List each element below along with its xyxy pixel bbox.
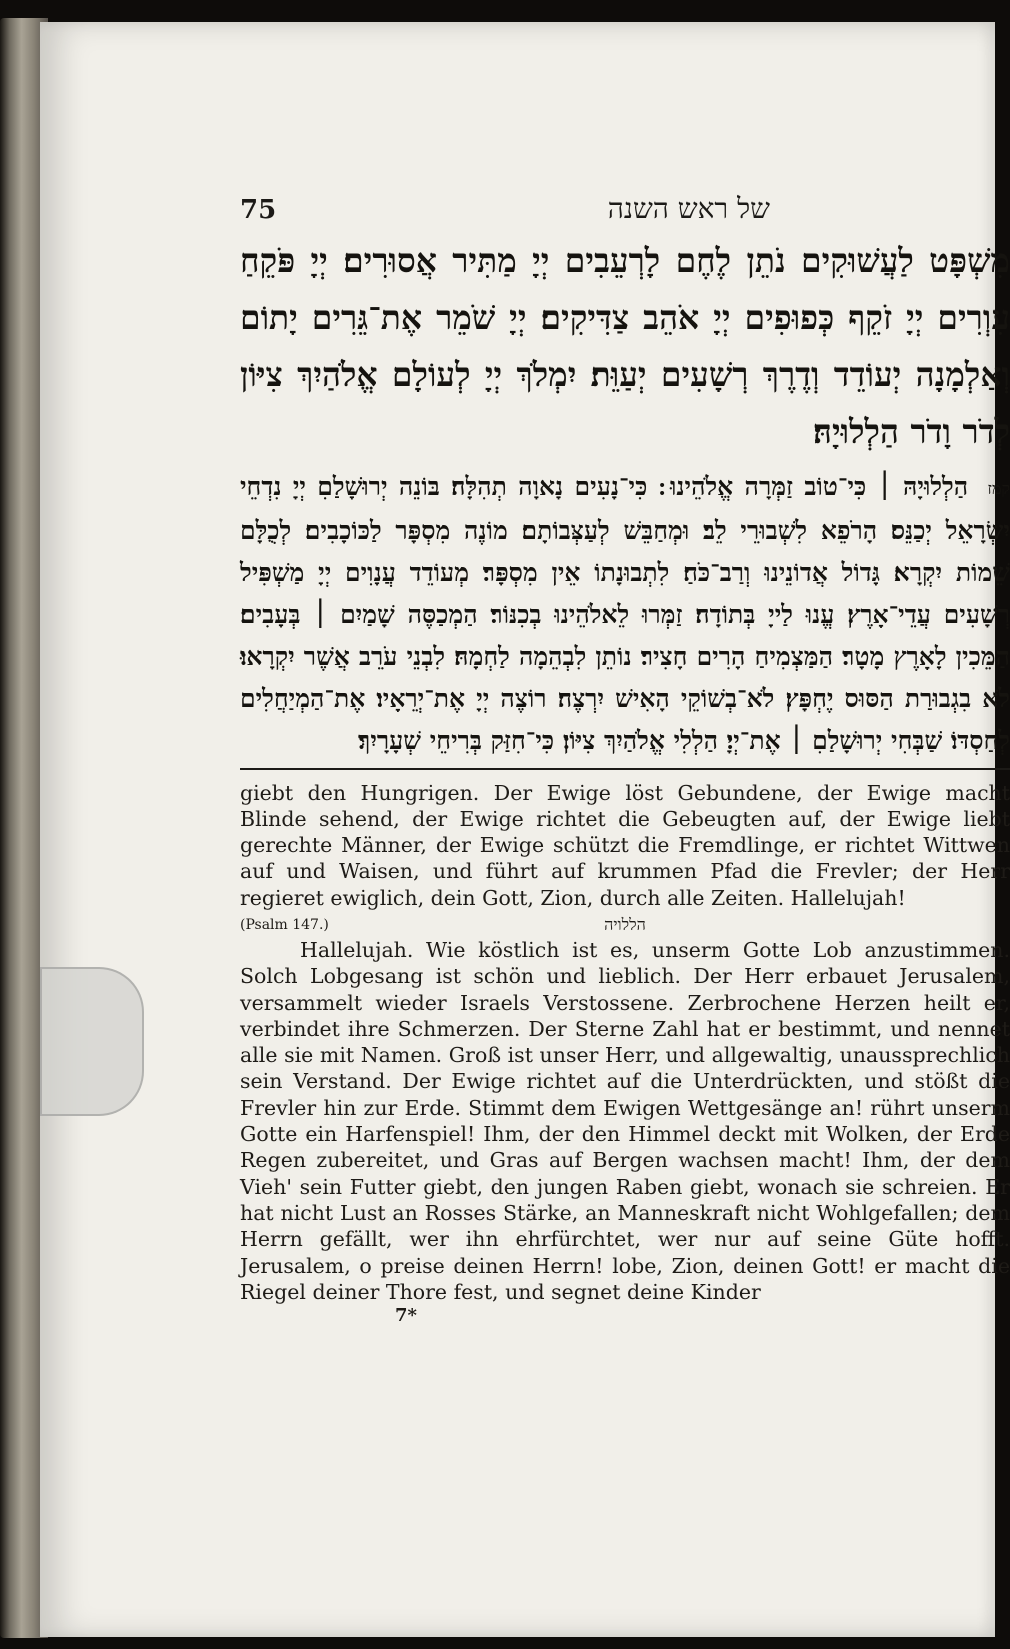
hebrew-text-top: מִשְׁפָּט לַעֲשׁוּקִים נֹתֵן לֶחֶם לָרְעֵבִים יְיָ מַתִּיר אֲסוּרִים׃ יְיָ פֹּקֵחַ עִוְרִים יְיָ זֹקֵף כְּפוּפִים יְיָ אֹהֵב צַדִּיקִים׃ יְיָ שֹׁמֵר אֶת־גֵּרִים יָתוֹם וְאַלְמָנָה יְעוֹדֵד וְדֶרֶךְ רְשָׁעִים יְעַוֵּת׃ יִמְלֹךְ יְיָ לְעוֹלָם אֱלֹהַיִךְ צִיּוֹן לְדֹר וָדֹר הַלְלוּיָהּ׃ xyxy=(240,241,1010,451)
psalm-heading: הללויה xyxy=(604,914,646,934)
page-number: 75 xyxy=(240,195,277,225)
section-divider xyxy=(240,768,1010,770)
psalm-marker: קמז xyxy=(987,478,1010,498)
page-clip xyxy=(40,967,144,1116)
german-text-top: giebt den Hungrigen. Der Ewige löst Gebundene, der Ewige macht Blinde sehend, der Ewige richtet die Gebeugten auf, der Ewige liebt gerechte Männer, der Ewige schützt die Fremdlinge, er richtet Wittwen auf und Waisen, und führt auf krummen Pfad die Frevler; der Herr regieret ewiglich, dein Gott, Zion, durch alle Zeiten. Hallelujah! xyxy=(240,780,1010,910)
psalm-reference-row xyxy=(240,913,1010,937)
page-header xyxy=(240,192,1010,232)
hebrew-psalm-text: הַלְלוּיָהּ ׀ כִּי־טוֹב זַמְּרָה אֱלֹהֵינוּ ׃ כִּי־נָעִים נָאוָה תְהִלָּה׃ בּוֹנֵה יְרוּשָׁלַםִ יְיָ נִדְחֵי יִשְׂרָאֵל יְכַנֵּס׃ הָרֹפֵא לִשְׁבוּרֵי לֵב׃ וּמְחַבֵּשׁ לְעַצְּבוֹתָם׃ מוֹנֶה מִסְפָּר לַכּוֹכָבִים׃ לְכֻלָּם שֵׁמוֹת יִקְרָא׃ גָּדוֹל אֲדוֹנֵינוּ וְרַב־כֹּחַ׃ לִתְבוּנָתוֹ אֵין מִסְפָּר׃ מְעוֹדֵד עֲנָוִים יְיָ מַשְׁפִּיל רְשָׁעִים עֲדֵי־אָרֶץ׃ עֱנוּ לַייָ בְּתוֹדָה׃ זַמְּרוּ לֵאלֹהֵינוּ בְכִנּוֹר׃ הַמְכַסֶּה שָׁמַיִם ׀ בְּעָבִים׃ הַמֵּכִין לָאָרֶץ מָטָר׃ הַמַּצְמִיחַ הָרִים חָצִיר׃ נוֹתֵן לִבְהֵמָה לַחְמָהּ׃ לִבְנֵי עֹרֵב אֲשֶׁר יִקְרָאוּ׃ לֹא בִגְבוּרַת הַסּוּס יֶחְפָּץ׃ לֹא־בְשׁוֹקֵי הָאִישׁ יִרְצֶה׃ רוֹצֶה יְיָ אֶת־יְרֵאָיו׃ אֶת־הַמְיַחֲלִים לְחַסְדּוֹ׃ שַׁבְּחִי יְרוּשָׁלַםִ ׀ אֶת־יְיָ׃ הַלְלִי אֱלֹהַיִךְ צִיּוֹן׃ כִּי־חִזַּק בְּרִיחֵי שְׁעָרָיִךְ׃ xyxy=(240,472,1010,755)
psalm-reference: (Psalm 147.) xyxy=(240,916,329,933)
page-content xyxy=(240,192,1010,1326)
running-title: של ראש השנה xyxy=(607,192,770,225)
signature-mark: 7* xyxy=(395,1305,417,1327)
german-translation: Hallelujah. Wie köstlich ist es, unserm Gotte Lob anzustimmen. Solch Lobgesang ist schön und lieblich. Der Herr erbauet Jerusalem, versammelt wieder Israels Verstossene. Zerbrochene Herzen heilt er, verbindet ihre Schmerzen. Der Sterne Zahl hat er bestimmt, und nennet alle sie mit Namen. Groß ist unser Herr, und allgewaltig, unaussprechlich sein Verstand. Der Ewige richtet auf die Unterdrückten, und stößt die Frevler hin zur Erde. Stimmt dem Ewigen Wettgesänge an! rührt unserm Gotte ein Harfenspiel! Ihm, der den Himmel deckt mit Wolken, der Erde Regen zubereitet, und Gras auf Bergen wachsen macht! Ihm, der dem Vieh' sein Futter giebt, den jungen Raben giebt, wonach sie schreien. Er hat nicht Lust an Rosses Stärke, an Manneskraft nicht Wohlgefallen; dem Herrn gefällt, wer ihn ehrfürchtet, wer nur auf seine Güte hofft. Jerusalem, o preise deinen Herrn! lobe, Zion, deinen Gott! er macht die Riegel deiner Thore fest, und segnet deine Kinder xyxy=(240,937,1010,1304)
hebrew-psalm-147 xyxy=(240,466,1010,762)
book-page xyxy=(40,22,1010,1637)
